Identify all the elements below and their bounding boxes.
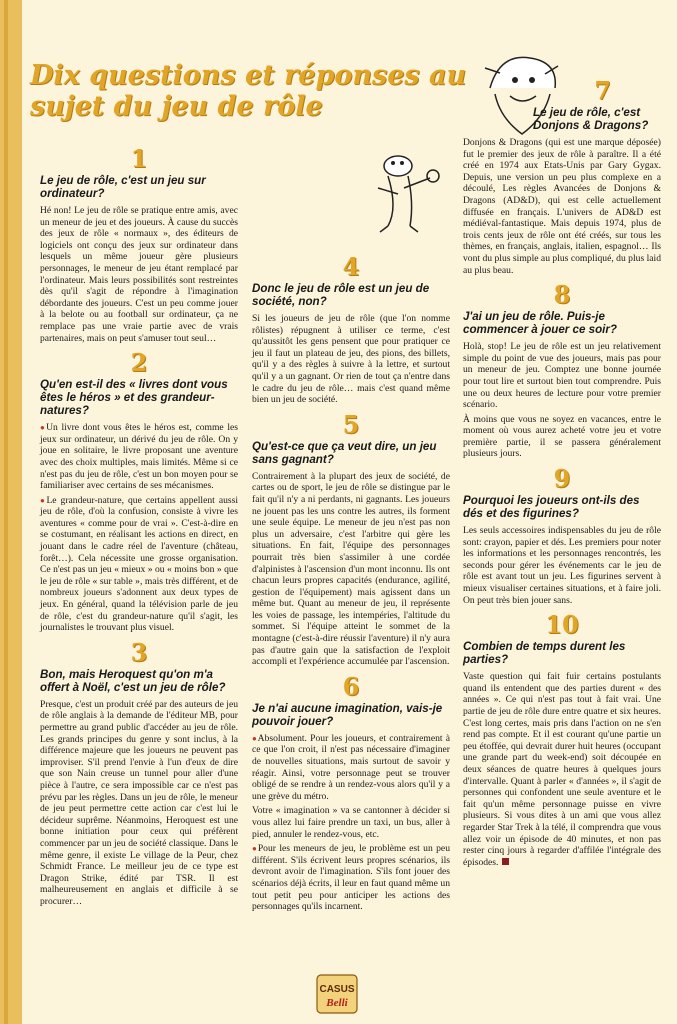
section-paragraph: Les seuls accessoires indispensables du jeu de rôle sont: crayon, papier et dés. Les premiers pour noter les informations et les personnages rencontrés, les seconds pour gérer les événements car le jeu de rôle est avant tout un jeu. Les figurines servent à mieux visualiser certaines situations, et à faire joli. On peut très bien jouer sans. — [463, 525, 661, 606]
section-question: Bon, mais Heroquest qu'on m'a offert à Noël, c'est un jeu de rôle? — [40, 667, 226, 694]
casus-belli-logo — [316, 974, 358, 1014]
section-paragraph: Donjons & Dragons (qui est une marque déposée) fut le premier des jeux de rôle à paraître. Il a été créé en 1974 aux Etats-Unis par Gary Gygax. Depuis, une version un peu plus complexe en a découlé, Les règles Avancées de Donjons & Dragons (AD&D), qui est celle actuellement diffusée en français. L'univers de AD&D est médiéval-fantastique. Mais depuis 1974, plus de trois cents jeux de rôle ont été créés, sur tous les thèmes, en français, anglais, italien, espagnol… Ils vont du plus simple au plus compliqué, du plus laid au plus beau. — [463, 137, 661, 276]
section-number: 3 — [130, 637, 148, 667]
section-question: Donc le jeu de rôle est un jeu de société, non? — [252, 282, 430, 308]
column-3 — [463, 72, 661, 871]
section-paragraph: Presque, c'est un produit créé par des auteurs de jeu de rôle anglais à la demande de l'éditeur MB, pour permettre au grand public d'accéder au jeu de rôle. Les grands principes du genre y sont inclus, à la différence majeure que les joueurs ne peuvent pas improviser. S'il prend l'envie à l'un d'eux de dire que son Nain creuse un tunnel pour aller d'une pièce à l'autre, ce sera impossible car ce n'est pas prévu par les règles. Dans un jeu de rôle, le meneur de jeu peut permettre cette action car c'est lui le décideur suprême. Néanmoins, Heroquest est une bonne initiation pour ceux qui préfèrent commencer par un jeu de société classique. Dans le même genre, il existe Le village de la Peur, chez Schmidt France. Le meilleur jeu de ce type est Dragon Strike, édité par TSR. Il est malheureusement en anglais et difficile à se procurer… — [40, 698, 238, 907]
logo-line2: Belli — [326, 997, 348, 1009]
section-number: 1 — [130, 144, 148, 173]
section-number: 7 — [594, 76, 611, 105]
logo-line1: CASUS — [319, 984, 355, 995]
section-paragraph: Holà, stop! Le jeu de rôle est un jeu relativement simple du point de vue des joueurs, mais pas pour un meneur de jeu. Comptez une bonne journée pour tout lire et surtout bien tout comprendre. Puis une ou deux heures de lecture pour votre premier scénario. — [463, 341, 661, 411]
section-paragraph: ● Pour les meneurs de jeu, le problème est un peu différent. S'ils écrivent leurs propres scénarios, ils devront avoir de l'imagination. S'ils font jouer des scénarios déjà écrits, il leur en faut quand même un tout petit peu pour anticiper les actions des personnages qu'ils incarnent. — [252, 843, 450, 913]
section-question: J'ai un jeu de rôle. Puis-je commencer à jouer ce soir? — [463, 310, 618, 337]
section-number: 8 — [553, 280, 571, 310]
end-of-article-mark — [502, 858, 509, 865]
section-paragraph: À moins que vous ne soyez en vacances, entre le moment où vous aurez acheté votre jeu et votre première partie, il se passera généralement plusieurs jours. — [463, 413, 661, 460]
page-spine — [0, 0, 22, 1024]
section-number: 10 — [545, 610, 579, 640]
section-question: Le jeu de rôle, c'est un jeu sur ordinateur? — [40, 174, 206, 200]
section-paragraph: Hé non! Le jeu de rôle se pratique entre amis, avec un meneur de jeu et des joueurs. À cause du succès des jeux de rôle « normaux », des éditeurs de logiciels ont conçu des jeux sur ordinateur dans lesquels un même joueur gère plusieurs personnages, le meneur de jeu étant remplacé par l'ordinateur. Mais leurs possibilités sont restreintes dès qu'il s'agit de répondre à l'imagination débordante des joueurs. C'est un peu comme jouer à la belote ou au football sur ordinateur, ça ne remplace pas une vraie partie avec de vrais partenaires, mais on peut s'amuser tout seul… — [40, 205, 238, 344]
section-paragraph-text: Vaste question qui fait fuir certains postulants quand ils entendent que des parties durent « des années ». Ce qui n'est pas tout à fait vrai. Une partie de jeu de rôle dure entre quatre et six heures. C'est long certes, mais pris dans l'action on ne s'en rend pas compte. Et il est courant qu'une partie un peu étoffée, qui devrait durer huit heures (occupant une grande part du week-end) soit découpée en deux séances de quatre heures à quelques jours d'intervalle. Quant à parler « d'années », il s'agit de personnes qui confondent une seule aventure et le fait qu'un même personnage puisse en vivre plusieurs. Si vous dites à un ami que vous allez regarder Star Trek à la télé, il comprendra que vous allez voir un épisode de 40 minutes, et non pas rester cinq jours à regarder d'affilée l'intégrale des épisodes. — [463, 671, 661, 868]
section-question: Qu'en est-il des « livres dont vous êtes le héros » et des grandeur-natures? — [40, 378, 228, 418]
section-question: Combien de temps durent les parties? — [463, 640, 626, 667]
page-title: Dix questions et réponses au sujet du jeu de rôle — [30, 60, 467, 122]
section-paragraph: Contrairement à la plupart des jeux de société, de cartes ou de sport, le jeu de rôle se distingue par le fait qu'il n'y a ni perdants, ni gagnants. Les joueurs ne jouent pas les uns contre les autres, ils forment une seule équipe. Le meneur de jeu n'est pas non plus un adversaire, c'est l'arbitre qui gère les situations. En fait, l'équipe des personnages pourrait très bien s'assimiler à une cordée d'alpinistes à l'ascension d'un mont inconnu. Ils ont chacun leurs propres capacités (endurance, agilité, gestion de l'équipement) mais agissent dans un même but. Quant au meneur de jeu, il représente les voies de passage, les intempéries, l'altitude du sommet. Si l'équipe atteint le sommet de la montagne (c'est-à-dire réussir l'aventure) il n'y aura pas d'autre gain que la satisfaction de l'exploit accompli et l'expérience accumulée par l'ascension. — [252, 470, 450, 668]
creature-illustration — [358, 148, 448, 238]
section-question: Qu'est-ce que ça veut dire, un jeu sans gagnant? — [252, 439, 437, 466]
section-paragraph: ● Un livre dont vous êtes le héros est, comme les jeux sur ordinateur, un dérivé du jeu de rôle. On y joue en solitaire, le livre proposant une aventure avec des choix multiples, mais limités. Même si ce n'est pas du jeu de rôle, c'est un bon moyen pour se familiariser avec certains de ses mécanismes. — [40, 422, 238, 492]
section-number: 2 — [130, 348, 148, 378]
section-number: 9 — [553, 464, 571, 494]
section-number: 4 — [342, 252, 360, 281]
section-paragraph: ● Le grandeur-nature, que certains appellent aussi jeu de rôle, d'où la confusion, consiste à vivre les aventures « comme pour de vrai ». C'est-à-dire en se costumant, en réalisant les actions en direct, en jouant dans le cadre réel de l'aventure (château, forêt…). Cela nécessite une grosse organisation. Ce n'est pas un jeu « mieux » ou « moins bon » que le jeu de rôle « sur table », mais très différent, et de nombreux joueurs s'adonnent aux deux types de jeux. En général, quand la télévision parle de jeu de rôle, c'est du grandeur-nature qu'il s'agit, les journalistes le trouvant plus visuel. — [40, 495, 238, 634]
section-number: 5 — [342, 409, 360, 439]
section-question: Je n'ai aucune imagination, vais-je pouvoir jouer? — [252, 701, 443, 728]
section-paragraph: ● Absolument. Pour les joueurs, et contrairement à ce que l'on croit, il n'est pas nécessaire d'imaginer de nouvelles situations, mais surtout de savoir y réagir. Ainsi, votre personnage peut se trouver obligé de se rendre à un rendez-vous alors qu'il y a une grève du métro. — [252, 733, 450, 803]
column-1 — [40, 140, 238, 911]
section-question: Le jeu de rôle, c'est Donjons & Dragons? — [533, 106, 649, 132]
section-question: Pourquoi les joueurs ont-ils des dés et des figurines? — [463, 494, 640, 521]
section-paragraph: Si les joueurs de jeu de rôle (que l'on nomme rôlistes) répugnent à utiliser ce terme, c'est qu'aussitôt les gens pensent que pour pratiquer ce jeu il faut un plateau de jeu, des pions, des billets, qu'il y a des règles à suivre à la lettre, et surtout qu'il y a un gagnant. Or rien de tout ça n'entre dans le cadre du jeu de rôle… mais c'est quand même bien un jeu de société. — [252, 313, 450, 406]
column-2 — [252, 248, 450, 916]
section-paragraph — [463, 671, 661, 868]
spine-stripe — [4, 0, 8, 1024]
section-paragraph: Votre « imagination » va se cantonner à décider si vous allez lui faire prendre un taxi, un bus, aller à pied, annuler le rendez-vous, etc. — [252, 805, 450, 840]
section-number: 6 — [342, 671, 360, 701]
